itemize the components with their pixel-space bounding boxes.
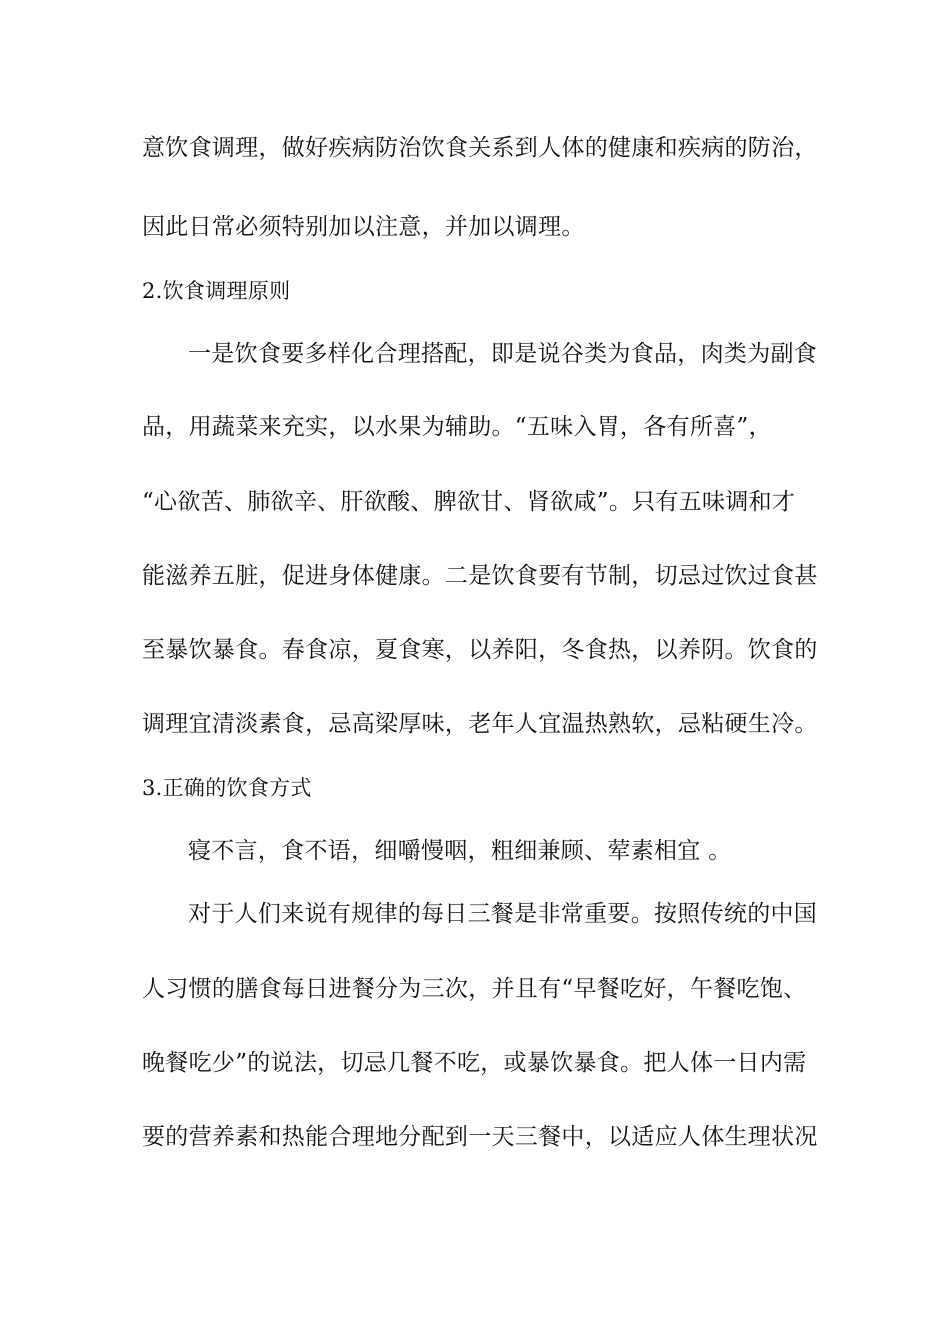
section-heading-3: 3.正确的饮食方式 bbox=[142, 776, 312, 800]
paragraph-line: 意饮食调理，做好疾病防治饮食关系到人体的健康和疾病的防治， bbox=[142, 135, 818, 161]
paragraph-line: 品，用蔬菜来充实，以水果为辅助。“五味入胃，各有所喜”， bbox=[142, 414, 772, 440]
paragraph-line: 要的营养素和热能合理地分配到一天三餐中，以适应人体生理状况 bbox=[142, 1124, 818, 1150]
paragraph-line: 因此日常必须特别加以注意，并加以调理。 bbox=[142, 214, 585, 240]
paragraph-line: 一是饮食要多样化合理搭配，即是说谷类为食品，肉类为副食 bbox=[188, 341, 818, 367]
paragraph-line: “心欲苦、肺欲辛、肝欲酸、脾欲甘、肾欲咸”。只有五味调和才 bbox=[142, 489, 796, 515]
paragraph-line: 晚餐吃少”的说法，切忌几餐不吃，或暴饮暴食。把人体一日内需 bbox=[142, 1050, 807, 1076]
paragraph-line: 调理宜清淡素食，忌高梁厚味，老年人宜温热熟软，忌粘硬生冷。 bbox=[142, 711, 818, 737]
paragraph-line: 至暴饮暴食。春食凉，夏食寒，以养阳，冬食热，以养阴。饮食的 bbox=[142, 637, 818, 663]
paragraph-line: 能滋养五脏，促进身体健康。二是饮食要有节制，切忌过饮过食甚 bbox=[142, 563, 818, 589]
paragraph-line: 人习惯的膳食每日进餐分为三次，并且有“早餐吃好，午餐吃饱、 bbox=[142, 976, 807, 1002]
paragraph-line: 对于人们来说有规律的每日三餐是非常重要。按照传统的中国 bbox=[188, 901, 818, 927]
paragraph-line: 寝不言，食不语，细嚼慢咽，粗细兼顾、荤素相宜 。 bbox=[188, 838, 732, 864]
section-heading-2: 2.饮食调理原则 bbox=[142, 279, 291, 303]
